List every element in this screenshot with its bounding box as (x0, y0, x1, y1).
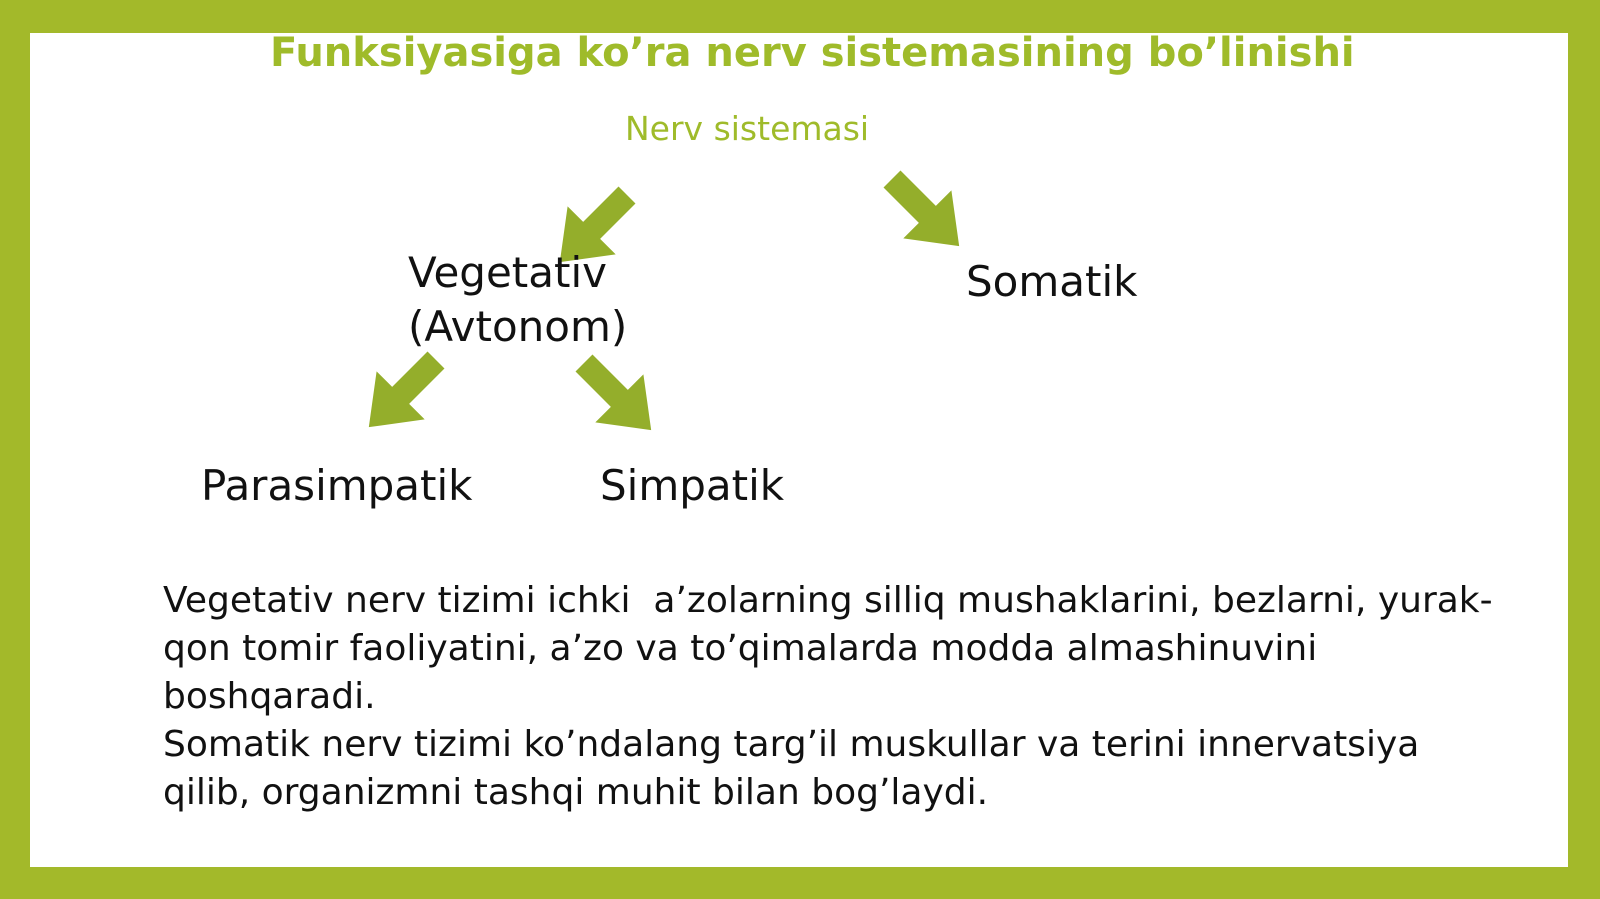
root-node-label: Nerv sistemasi (625, 109, 870, 148)
description-text (163, 577, 1503, 817)
node-vegetativ-line1: Vegetativ (408, 248, 608, 297)
node-somatik: Somatik (966, 257, 1138, 306)
arrow-down-right-icon (868, 155, 983, 270)
description-paragraph-somatik: Somatik nerv tizimi ko’ndalang targ’il muskullar va terini innervatsiya qilib, organizmni tashqi muhit bilan bog’laydi. (163, 724, 1431, 813)
node-vegetativ-line2: (Avtonom) (408, 302, 628, 351)
node-vegetativ (408, 246, 627, 354)
description-paragraph-vegetativ: Vegetativ nerv tizimi ichki a’zolarning silliq mushaklarini, bezlarni, yurak-qon tomir faoliyatini, a’zo va to’qimalarda modda almashinuvini boshqaradi. (163, 580, 1493, 717)
node-parasimpatik: Parasimpatik (201, 461, 473, 510)
arrow-down-right-icon (560, 339, 675, 454)
node-simpatik: Simpatik (600, 461, 785, 510)
slide (30, 30, 1568, 867)
slide-title: Funksiyasiga ko’ra nerv sistemasining bo’linishi (270, 30, 1355, 76)
